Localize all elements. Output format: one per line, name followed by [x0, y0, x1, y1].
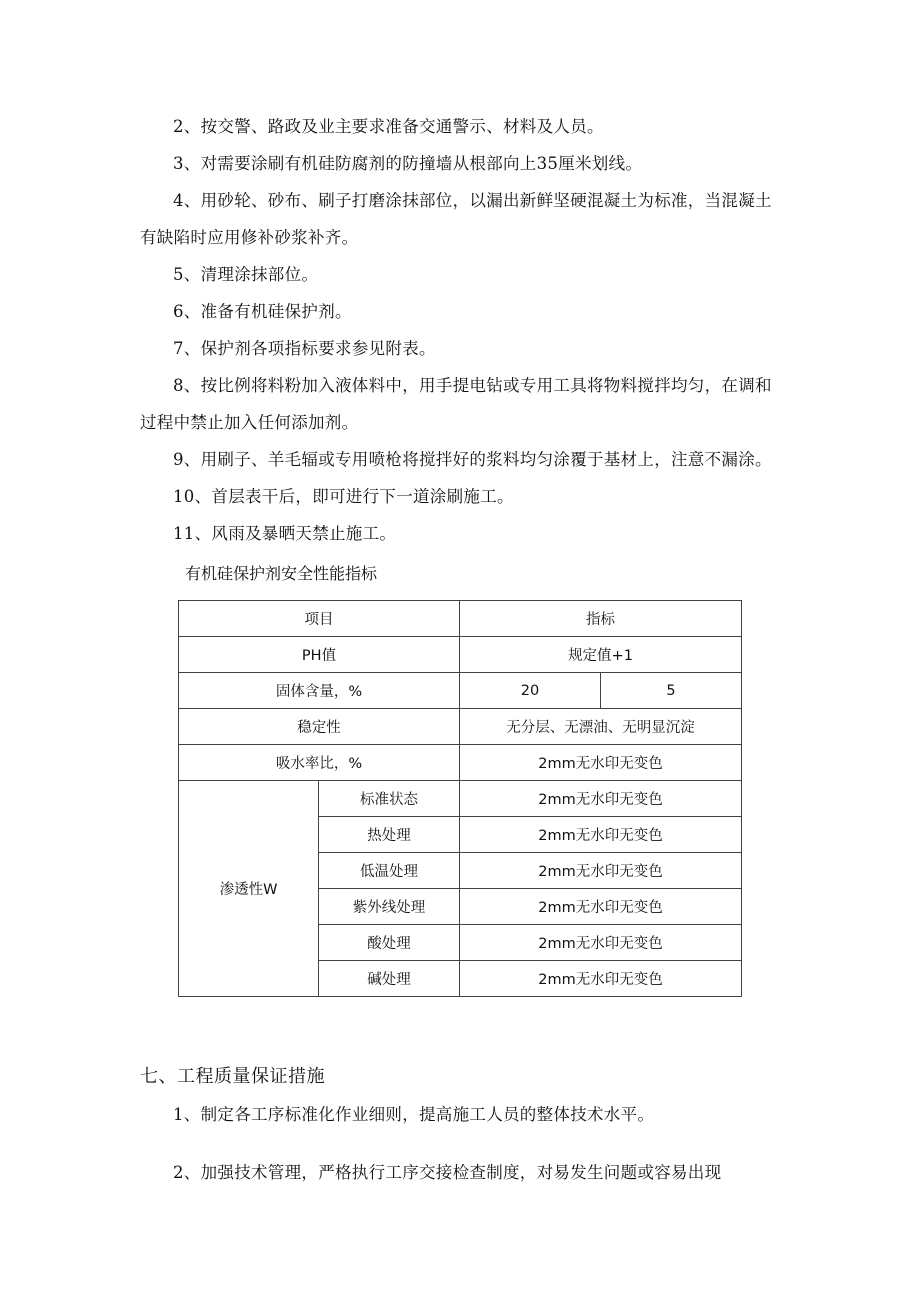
measure-paragraph: 1、制定各工序标准化作业细则，提高施工人员的整体技术水平。	[173, 1105, 655, 1124]
condition-label-cell: 碱处理	[319, 961, 460, 997]
table-row	[179, 637, 742, 673]
table-row	[179, 745, 742, 781]
step-paragraph: 5、清理涂抹部位。	[173, 265, 319, 284]
header-indicator-cell: 指标	[460, 601, 742, 637]
condition-label-cell: 酸处理	[319, 925, 460, 961]
stability-label-cell: 稳定性	[179, 709, 460, 745]
step-paragraph: 9、用刷子、羊毛辐或专用喷枪将搅拌好的浆料均匀涂覆于基材上，注意不漏涂。	[173, 450, 772, 469]
table-header-row	[179, 601, 742, 637]
solid-content-value-cell: 20	[460, 673, 601, 709]
step-paragraph: 8、按比例将料粉加入液体料中，用手提电钻或专用工具将物料搅拌均匀，在调和过程中禁止加入任何添加剂。	[140, 376, 772, 432]
step-paragraph: 6、准备有机硅保护剂。	[173, 302, 352, 321]
step-paragraph: 4、用砂轮、砂布、刷子打磨涂抹部位，以漏出新鲜坚硬混凝土为标准，当混凝土有缺陷时应用修补砂浆补齐。	[140, 191, 772, 247]
condition-value-cell: 2mm无水印无变色	[460, 889, 742, 925]
condition-value-cell: 2mm无水印无变色	[460, 781, 742, 817]
condition-value-cell: 2mm无水印无变色	[460, 817, 742, 853]
step-paragraph: 7、保护剂各项指标要求参见附表。	[173, 339, 436, 358]
header-item-cell: 项目	[179, 601, 460, 637]
section-heading: 七、工程质量保证措施	[140, 1066, 325, 1087]
condition-label-cell: 低温处理	[319, 853, 460, 889]
table-row	[179, 781, 742, 817]
permeability-label-cell: 渗透性W	[179, 781, 319, 997]
condition-value-cell: 2mm无水印无变色	[460, 853, 742, 889]
solid-content-value-cell: 5	[601, 673, 742, 709]
table-caption: 有机硅保护剂安全性能指标	[185, 564, 378, 583]
condition-value-cell: 2mm无水印无变色	[460, 961, 742, 997]
condition-label-cell: 热处理	[319, 817, 460, 853]
step-paragraph: 11、风雨及暴晒天禁止施工。	[173, 524, 397, 543]
performance-table	[178, 600, 742, 997]
measure-paragraph: 2、加强技术管理，严格执行工序交接检查制度，对易发生问题或容易出现	[173, 1163, 722, 1182]
solid-content-label-cell: 固体含量，%	[179, 673, 460, 709]
table-row	[179, 709, 742, 745]
condition-value-cell: 2mm无水印无变色	[460, 925, 742, 961]
step-paragraph: 3、对需要涂刷有机硅防腐剂的防撞墙从根部向上35厘米划线。	[173, 154, 643, 173]
step-paragraph: 2、按交警、路政及业主要求准备交通警示、材料及人员。	[173, 117, 604, 136]
ph-value-cell: 规定值+1	[460, 637, 742, 673]
condition-label-cell: 紫外线处理	[319, 889, 460, 925]
step-paragraph: 10、首层表干后，即可进行下一道涂刷施工。	[173, 487, 514, 506]
absorption-label-cell: 吸水率比，%	[179, 745, 460, 781]
ph-label-cell: PH值	[179, 637, 460, 673]
table-row	[179, 673, 742, 709]
condition-label-cell: 标准状态	[319, 781, 460, 817]
absorption-value-cell: 2mm无水印无变色	[460, 745, 742, 781]
stability-value-cell: 无分层、无漂油、无明显沉淀	[460, 709, 742, 745]
